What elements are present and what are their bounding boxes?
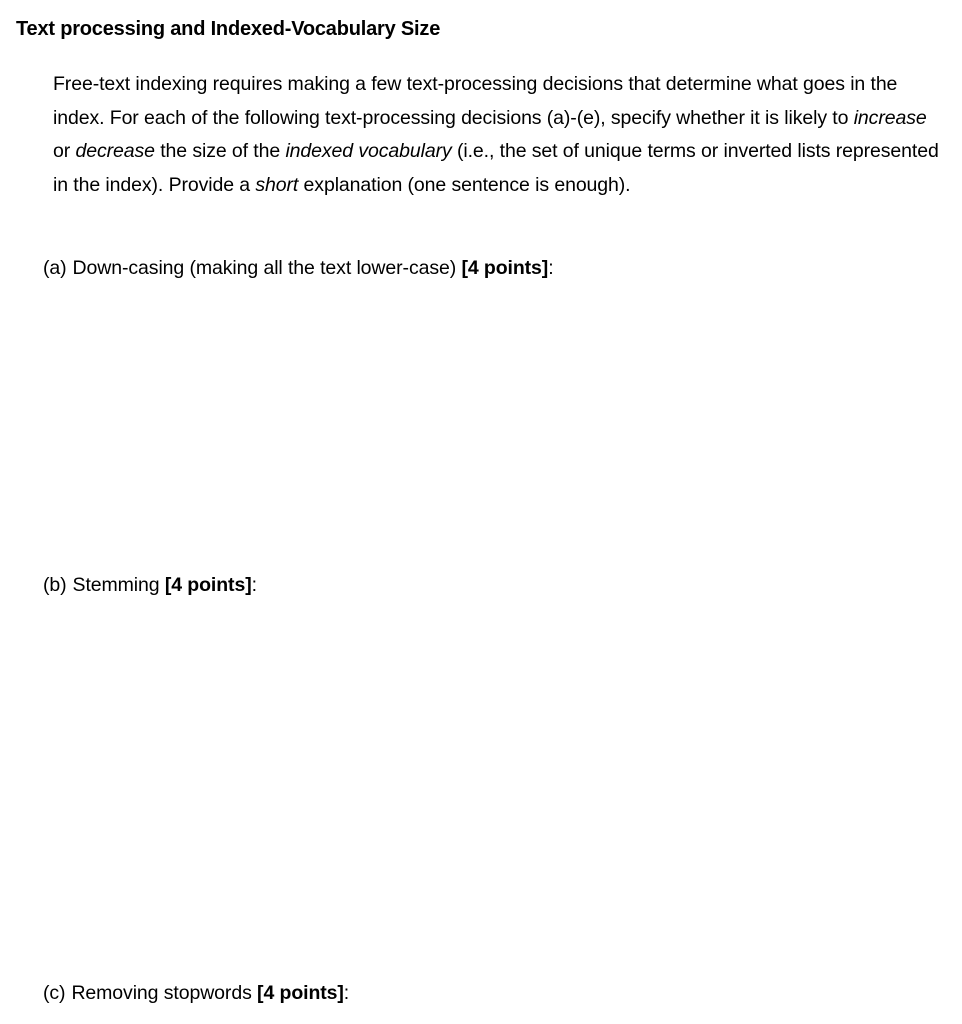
- question-a-points: [4 points]: [461, 257, 549, 279]
- section-title: Text processing and Indexed-Vocabulary Size: [16, 18, 441, 40]
- question-b-letter: (b): [43, 574, 67, 596]
- intro-emphasis-indexed-vocabulary: indexed vocabulary: [285, 140, 452, 162]
- question-b-colon: :: [251, 574, 257, 596]
- question-c-points: [4 points]: [257, 982, 344, 1004]
- question-c-text: Removing stopwords: [71, 982, 258, 1004]
- intro-emphasis-increase: increase: [853, 106, 927, 129]
- intro-emphasis-decrease: decrease: [75, 140, 155, 162]
- question-b: [43, 574, 257, 597]
- intro-text-4: (i.e., the set of unique terms or inverted lists represented in the index). Provide a: [53, 140, 939, 196]
- intro-text-5: explanation (one sentence is enough).: [298, 173, 631, 196]
- question-b-points: [4 points]: [164, 574, 252, 596]
- intro-text-3: the size of the: [154, 140, 286, 162]
- intro-text-1: Free-text indexing requires making a few text-processing decisions that determine what goes in the index. For each of the following text-processing decisions (a)-(e), specify whether it is likely to: [53, 73, 898, 129]
- question-a-colon: :: [548, 257, 554, 279]
- question-b-text: Stemming: [72, 574, 165, 596]
- question-a-letter: (a): [43, 257, 67, 279]
- intro-paragraph: [53, 68, 948, 202]
- question-a: [43, 257, 554, 280]
- question-c: [43, 982, 349, 1005]
- intro-text-2: or: [53, 140, 76, 162]
- question-c-letter: (c): [43, 982, 66, 1004]
- question-c-colon: :: [343, 982, 350, 1004]
- intro-emphasis-short: short: [255, 173, 299, 196]
- question-a-text: Down-casing (making all the text lower-case): [72, 257, 462, 279]
